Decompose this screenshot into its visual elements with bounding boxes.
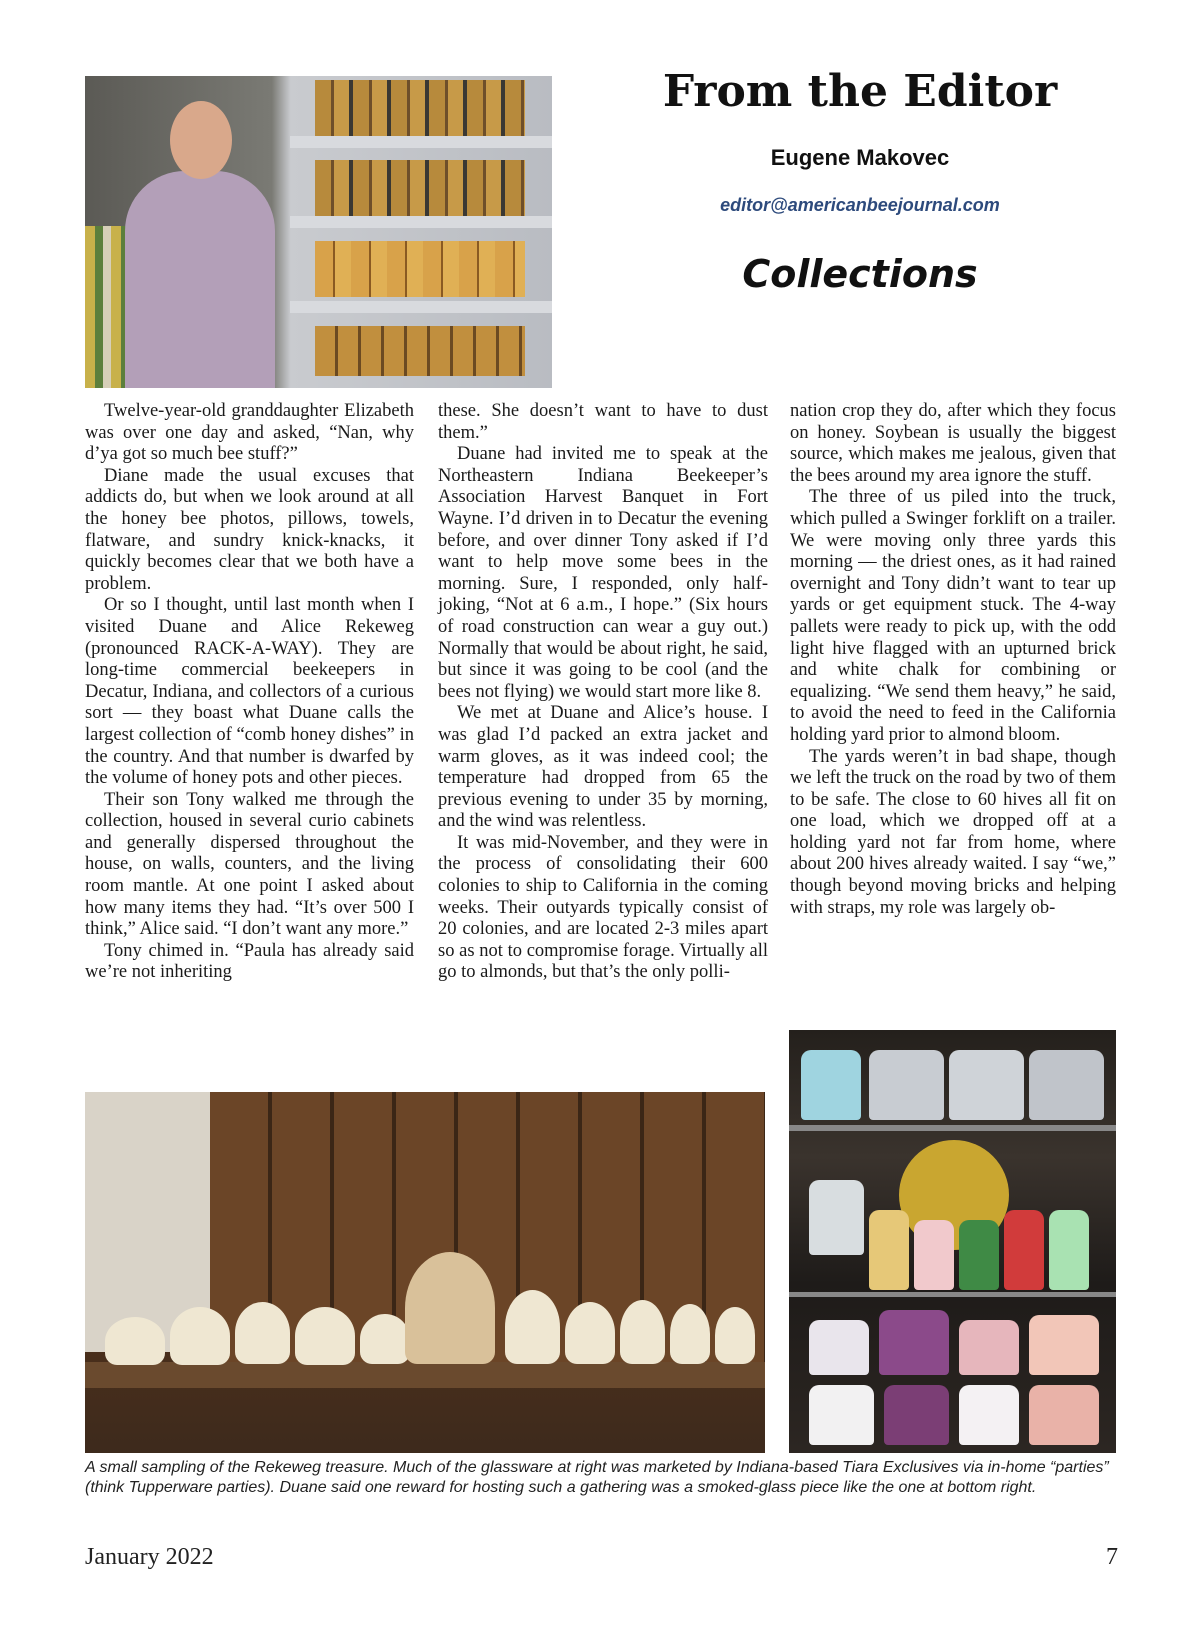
paragraph: The yards weren’t in bad shape, though we left the truck on the road by two of them to be safe. The close to 60 hives all fit on one load, which we dropped off at a holding yard not far from home, where about 200 hives already waited. I say “we,” though beyond moving bricks and helping with straps, my role was largely ob- — [790, 746, 1116, 918]
author-email[interactable]: editor@americanbeejournal.com — [720, 195, 1000, 215]
paragraph: Their son Tony walked me through the collection, housed in several curio cabinets and generally dispersed throughout the house, on walls, counters, and the living room mantle. At one point I asked about how many items they had. “It’s over 500 I think,” Alice said. “I don’t want any more.” — [85, 789, 414, 940]
issue-date: January 2022 — [85, 1544, 214, 1570]
paragraph: nation crop they do, after which they focus on honey. Soybean is usually the biggest source, which makes me jealous, given that the bees around my area ignore the stuff. — [790, 401, 1116, 486]
paragraph: We met at Duane and Alice’s house. I was glad I’d packed an extra jacket and warm gloves, as it was indeed cool; the temperature had dropped from 65 the previous evening to under 35 by morning, and the wind was relentless. — [438, 703, 768, 832]
page-title: From the Editor — [662, 66, 1058, 117]
article-column-3 — [790, 401, 1116, 1025]
paragraph: Duane had invited me to speak at the Northeastern Indiana Beekeeper’s Association Harvest Banquet in Fort Wayne. I’d driven in to Decatur the evening before, and over dinner Tony asked if I’d want to help move some bees in the morning. Sure, I responded, only half-joking, “Not at 6 a.m., I hope.” (Six hours of road construction can wear a guy out.) Normally that would be about right, he said, but since it was going to be cool (and the bees not flying) we would start more like 8. — [438, 444, 768, 702]
article-column-1 — [85, 401, 414, 1081]
article-column-2 — [438, 401, 768, 1081]
author-name: Eugene Makovec — [770, 145, 950, 170]
paragraph: Tony chimed in. “Paula has already said we’re not inheriting — [85, 940, 414, 983]
article-title: Collections — [742, 252, 978, 296]
editor-photo — [85, 76, 552, 388]
photo-caption: A small sampling of the Rekeweg treasure. Much of the glassware at right was marketed by Indiana-based Tiara Exclusives via in-home “parties” (think Tupperware parties). Duane said one reward for hosting such a gathering was a smoked-glass piece like the one at bottom right. — [85, 1459, 1109, 1496]
page-number: 7 — [1106, 1544, 1118, 1570]
paragraph: It was mid-November, and they were in the process of consolidating their 600 colonies to ship to California in the coming weeks. Their outyards typically consist of 20 colonies, and are located 2-3 miles apart so as not to compromise forage. Virtually all go to almonds, but that’s the only polli- — [438, 832, 768, 983]
paragraph: Diane made the usual excuses that addicts do, but when we look around at all the honey bee photos, pillows, towels, flatware, and sundry knick-knacks, it quickly becomes clear that we both have a problem. — [85, 465, 414, 594]
mantel-collection-photo — [85, 1092, 765, 1453]
paragraph: Or so I thought, until last month when I visited Duane and Alice Rekeweg (pronounced RACK-A-WAY). They are long-time commercial beekeepers in Decatur, Indiana, and collectors of a curious sort — they boast what Duane calls the largest collection of “comb honey dishes” in the country. And that number is dwarfed by the volume of honey pots and other pieces. — [85, 595, 414, 789]
paragraph: these. She doesn’t want to have to dust them.” — [438, 401, 768, 443]
cabinet-glassware-photo — [789, 1030, 1116, 1453]
paragraph: The three of us piled into the truck, which pulled a Swinger forklift on a trailer. We were moving only three yards this morning — the driest ones, as it had rained overnight and Tony didn’t want to tear up yards or get equipment stuck. The 4-way pallets were ready to pick up, with the odd light hive flagged with an upturned brick and white chalk for combining or equalizing. “We send them heavy,” he said, to avoid the need to feed in the California holding yard prior to almond bloom. — [790, 487, 1116, 745]
paragraph: Twelve-year-old granddaughter Elizabeth was over one day and asked, “Nan, why d’ya got so much bee stuff?” — [85, 401, 414, 465]
